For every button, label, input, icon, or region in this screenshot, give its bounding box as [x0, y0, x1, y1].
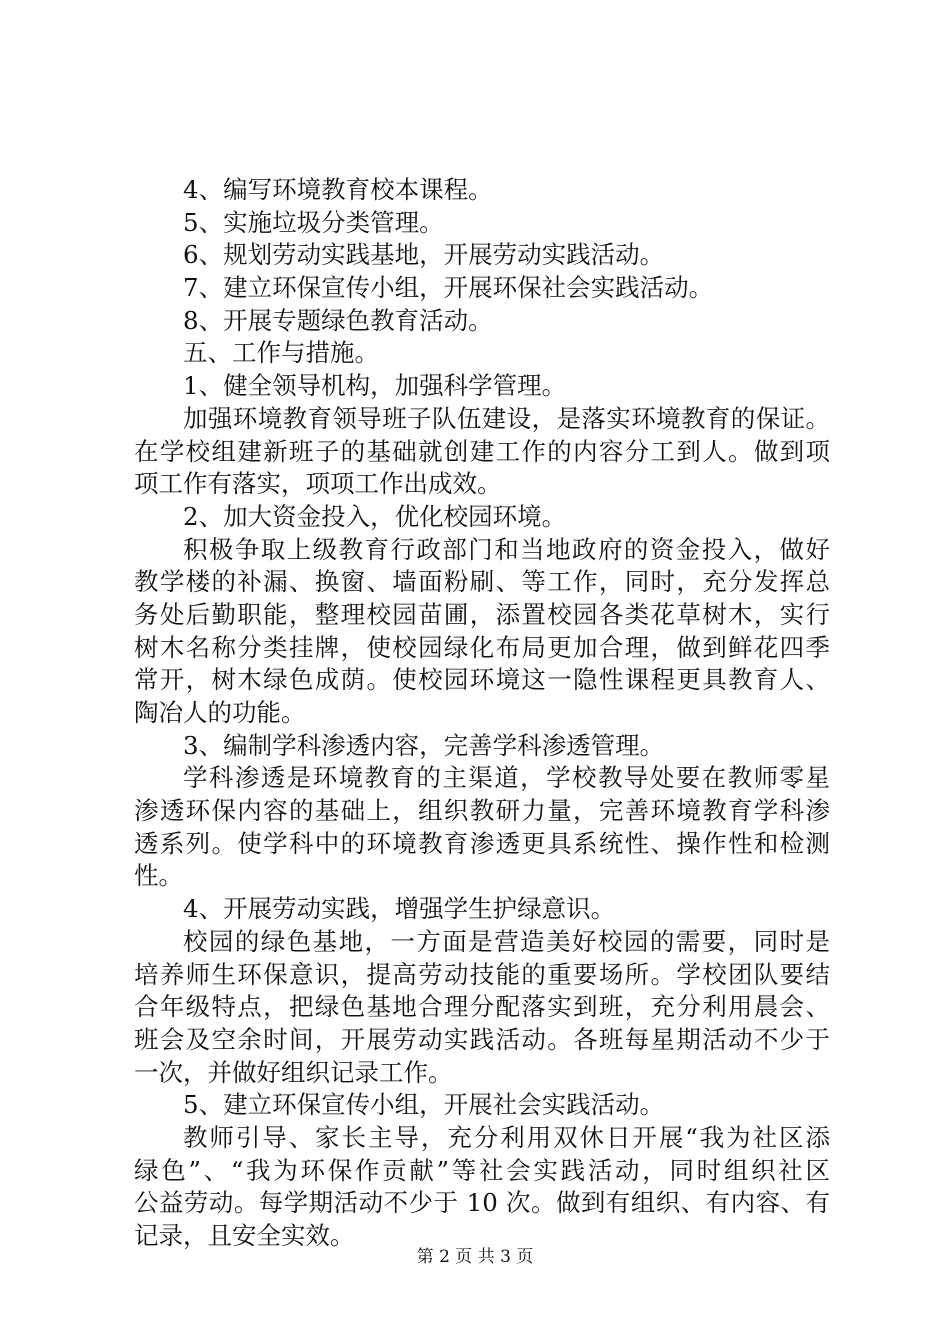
- text-line: 4、开展劳动实践，增强学生护绿意识。: [183, 894, 616, 924]
- text-line: 3、编制学科渗透内容，完善学科渗透管理。: [183, 730, 665, 760]
- text-line: 树木名称分类挂牌，使校园绿化布局更加合理，做到鲜花四季: [134, 632, 830, 662]
- text-line: 一次，并做好组织记录工作。: [134, 1057, 453, 1087]
- text-line: 项工作有落实，项项工作出成效。: [134, 469, 502, 499]
- text-line: 培养师生环保意识，提高劳动技能的重要场所。学校团队要结: [134, 959, 830, 989]
- text-line: 积极争取上级教育行政部门和当地政府的资金投入，做好: [183, 534, 830, 564]
- page-footer: 第 2 页 共 3 页: [416, 1247, 534, 1267]
- text-line: 常开，树木绿色成荫。使校园环境这一隐性课程更具教育人、: [134, 665, 830, 695]
- text-line: 5、建立环保宣传小组，开展社会实践活动。: [183, 1090, 665, 1120]
- text-line: 5、实施垃圾分类管理。: [183, 207, 444, 237]
- text-line: 校园的绿色基地，一方面是营造美好校园的需要，同时是: [183, 926, 830, 956]
- text-line: 学科渗透是环境教育的主渠道，学校教导处要在教师零星: [183, 763, 830, 793]
- document-body: [134, 174, 834, 1253]
- text-line: 性。: [134, 861, 183, 891]
- text-line: 在学校组建新班子的基础就创建工作的内容分工到人。做到项: [134, 436, 830, 466]
- text-line: 合年级特点，把绿色基地合理分配落实到班，充分利用晨会、: [134, 992, 830, 1022]
- text-line: 4、编写环境教育校本课程。: [183, 175, 493, 204]
- text-line: 记录，且安全实效。: [134, 1221, 355, 1250]
- text-line: 7、建立环保宣传小组，开展环保社会实践活动。: [183, 273, 714, 303]
- text-line: 陶冶人的功能。: [134, 698, 306, 727]
- text-line: 透系列。使学科中的环境教育渗透更具系统性、操作性和检测: [134, 828, 830, 858]
- text-line: 教师引导、家长主导，充分利用双休日开展“我为社区添: [183, 1122, 830, 1152]
- text-line: 加强环境教育领导班子队伍建设，是落实环境教育的保证。: [183, 403, 830, 433]
- text-line: 五、工作与措施。: [183, 338, 379, 368]
- text-line: 班会及空余时间，开展劳动实践活动。各班每星期活动不少于: [134, 1024, 830, 1054]
- text-line: 8、开展专题绿色教育活动。: [183, 305, 493, 335]
- text-line: 1、健全领导机构，加强科学管理。: [183, 371, 567, 401]
- text-line: 渗透环保内容的基础上，组织教研力量，完善环境教育学科渗: [134, 796, 830, 826]
- text-line: 6、规划劳动实践基地，开展劳动实践活动。: [183, 240, 665, 270]
- text-line: 务处后勤职能，整理校园苗圃，添置校园各类花草树木，实行: [134, 599, 830, 629]
- text-line: 公益劳动。每学期活动不少于 10 次。做到有组织、有内容、有: [134, 1188, 830, 1218]
- text-line: 2、加大资金投入，优化校园环境。: [183, 501, 567, 531]
- text-line: 教学楼的补漏、换窗、墙面粉刷、等工作，同时，充分发挥总: [134, 567, 830, 597]
- text-line: 绿色”、“我为环保作贡献”等社会实践活动，同时组织社区: [134, 1155, 830, 1185]
